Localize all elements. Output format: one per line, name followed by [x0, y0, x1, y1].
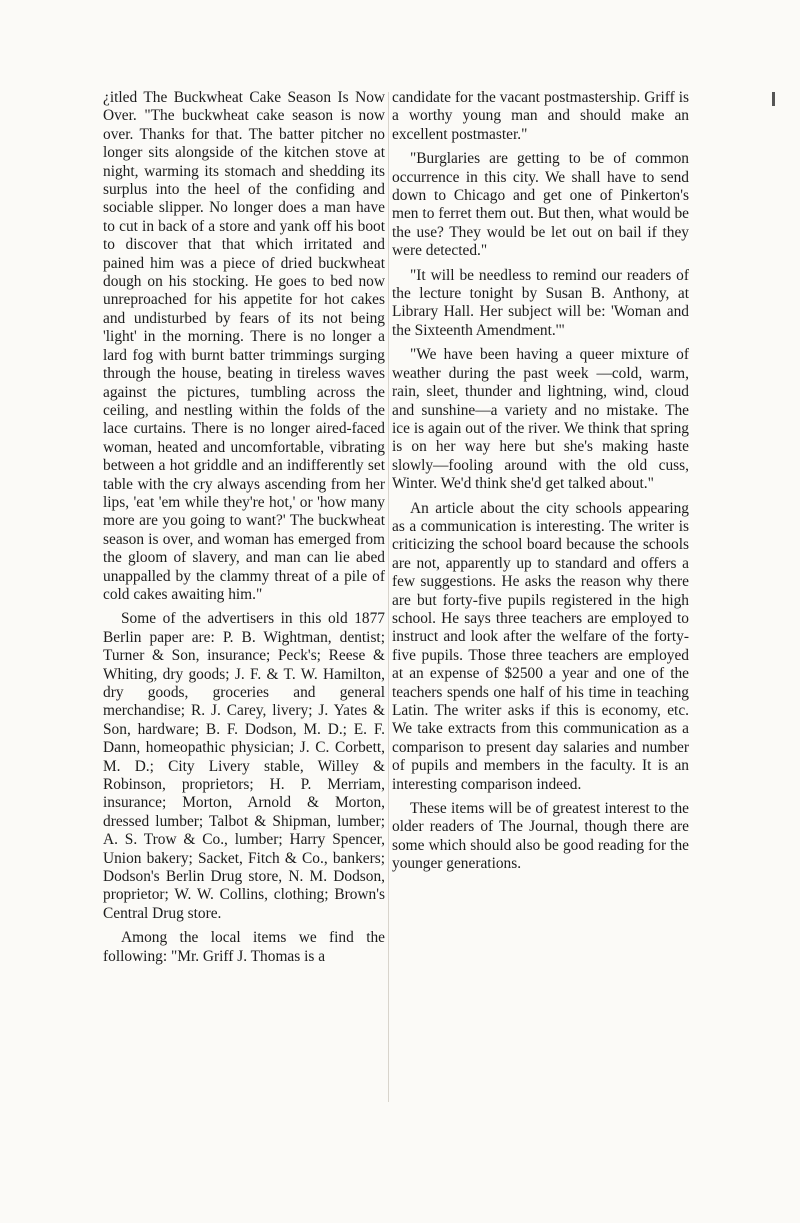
- left-column: [103, 89, 385, 972]
- article-paragraph: candidate for the vacant postmastership. Griff is a worthy young man and should make an excellent postmaster.": [392, 89, 689, 143]
- article-paragraph: "We have been having a queer mixture of weather during the past week —cold, warm, rain, sleet, thunder and lightning, wind, cloud and sunshine—a variety and no mistake. The ice is again out of the river. We think that spring is on her way here but she's making haste slowly—fooling around with the old cuss, Winter. We'd think she'd get talked about.": [392, 346, 689, 493]
- article-paragraph: An article about the city schools appearing as a communication is interesting. The writer is criticizing the school board because the schools are not, apparently up to standard and offers a few suggestions. He asks the reason why there are but forty-five pupils registered in the high school. He says three teachers are employed to instruct and look after the welfare of the forty-five pupils. Those three teachers are employed at an expense of $2500 a year and one of the teachers spends one half of his time in teaching Latin. The writer asks if this is economy, etc. We take extracts from this communication as a comparison to present day salaries and number of pupils and members in the faculty. It is an interesting comparison indeed.: [392, 499, 689, 793]
- article-paragraph: "It will be needless to remind our readers of the lecture tonight by Susan B. Anthony, at Library Hall. Her subject will be: 'Woman and the Sixteenth Amendment.'": [392, 266, 689, 339]
- article-paragraph: Among the local items we find the following: "Mr. Griff J. Thomas is a: [103, 929, 385, 965]
- article-paragraph: "Burglaries are getting to be of common occurrence in this city. We shall have to send down to Chicago and get one of Pinkerton's men to ferret them out. But then, what would be the use? They would be let out on bail if they were detected.": [392, 150, 689, 260]
- article-paragraph: ¿itled The Buckwheat Cake Season Is Now Over. "The buckwheat cake season is now over. Thanks for that. The batter pitcher no longer sits alongside of the kitchen stove at night, warming its stomach and shedding its surplus into the heel of the confiding and sociable slipper. No longer does a man have to cut in back of a store and yank off his boot to discover that that which irritated and pained him was a piece of dried buckwheat dough on his stocking. He goes to bed now unreproached for his appetite for hot cakes and undisturbed by fears of its not being 'light' in the morning. There is no longer a lard fog with burnt batter trimmings surging through the house, beating in tireless waves against the pictures, tumbling across the ceiling, and nestling within the folds of the lace curtains. There is no longer aired-faced woman, heated and uncomfortable, vibrating between a hot griddle and an indifferently set table with the cry always ascending from her lips, 'eat 'em while they're hot,' or 'how many more are you going to want?' The buckwheat season is over, and woman has emerged from the gloom of slavery, and man can lie abed unappalled by the clammy threat of a pile of cold cakes awaiting him.": [103, 89, 385, 603]
- article-paragraph: Some of the advertisers in this old 1877 Berlin paper are: P. B. Wightman, dentist; Turner & Son, insurance; Peck's; Reese & Whiting, dry goods; J. F. & T. W. Hamilton, dry goods, groceries and general merchandise; R. J. Carey, livery; J. Yates & Son, hardware; B. F. Dodson, M. D.; E. F. Dann, homeopathic physician; J. C. Corbett, M. D.; City Livery stable, Willey & Robinson, proprietors; H. P. Merriam, insurance; Morton, Arnold & Morton, dressed lumber; Talbot & Shipman, lumber; A. S. Trow & Co., lumber; Harry Spencer, Union bakery; Sacket, Fitch & Co., bankers; Dodson's Berlin Drug store, N. M. Dodson, proprietor; W. W. Collins, clothing; Brown's Central Drug store.: [103, 610, 385, 922]
- margin-mark: [772, 92, 775, 106]
- column-divider: [388, 92, 389, 1102]
- article-paragraph: These items will be of greatest interest to the older readers of The Journal, though there are some which should also be good reading for the younger generations.: [392, 800, 689, 873]
- right-column: [392, 89, 689, 880]
